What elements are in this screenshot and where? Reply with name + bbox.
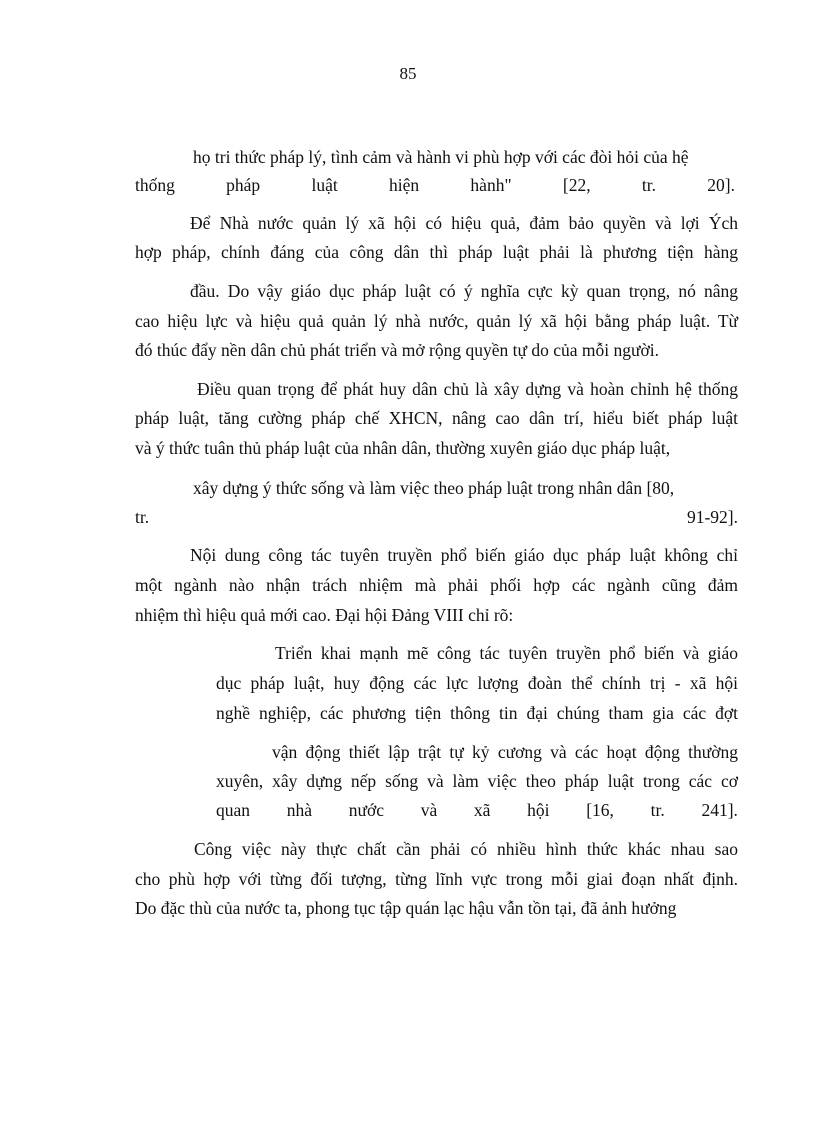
text-line: Điều quan trọng để phát huy dân chủ là xây dựng và hoàn chỉnh hệ thống bbox=[197, 379, 738, 399]
text-line: hợp pháp, chính đáng của công dân thì pháp luật phải là phương tiện hàng bbox=[135, 242, 738, 262]
text-line: Nội dung công tác tuyên truyền phổ biến giáo dục pháp luật không chỉ bbox=[190, 545, 738, 565]
text-line: họ tri thức pháp lý, tình cảm và hành vi phù hợp với các đòi hỏi của hệ bbox=[193, 147, 689, 167]
word: hội bbox=[527, 800, 550, 820]
spread-line bbox=[216, 798, 738, 822]
word: nhà bbox=[286, 800, 313, 820]
word: 241]. bbox=[701, 800, 738, 820]
word: quan bbox=[216, 800, 251, 820]
page-number: 85 bbox=[399, 64, 417, 83]
word: luật bbox=[311, 175, 338, 195]
word: và bbox=[420, 800, 438, 820]
text-line: pháp luật, tăng cường pháp chế XHCN, nâng cao dân trí, hiểu biết pháp luật bbox=[135, 408, 738, 428]
text-line: cho phù hợp với từng đối tượng, từng lĩnh vực trong mỗi giai đoạn nhất định. bbox=[135, 869, 738, 889]
quote-line: Triển khai mạnh mẽ công tác tuyên truyền phổ biến và giáo bbox=[275, 643, 738, 663]
word: thống bbox=[135, 175, 175, 195]
text-line: xây dựng ý thức sống và làm việc theo pháp luật trong nhân dân [80, bbox=[193, 478, 675, 498]
text-line: đầu. Do vậy giáo dục pháp luật có ý nghĩa cực kỳ quan trọng, nó nâng bbox=[190, 281, 738, 301]
quote-line: dục pháp luật, huy động các lực lượng đoàn thể chính trị - xã hội bbox=[216, 673, 738, 693]
text-line: và ý thức tuân thủ pháp luật của nhân dân, thường xuyên giáo dục pháp luật, bbox=[135, 438, 671, 458]
quote-line: xuyên, xây dựng nếp sống và làm việc theo pháp luật trong các cơ bbox=[216, 771, 738, 791]
text-line: Do đặc thù của nước ta, phong tục tập quán lạc hậu vẫn tồn tại, đã ảnh hưởng bbox=[135, 898, 677, 918]
word: tr. bbox=[135, 507, 150, 527]
spread-line bbox=[135, 173, 735, 197]
word: tr. bbox=[641, 175, 656, 195]
word: xã bbox=[473, 800, 491, 820]
word: nước bbox=[348, 800, 384, 820]
text-line: một ngành nào nhận trách nhiệm mà phải phối hợp các ngành cũng đảm bbox=[135, 575, 738, 595]
text-line: đó thúc đẩy nền dân chủ phát triển và mở rộng quyền tự do của mỗi người. bbox=[135, 340, 659, 360]
word: hành" bbox=[470, 175, 512, 195]
word: tr. bbox=[650, 800, 665, 820]
text-line: nhiệm thì hiệu quả mới cao. Đại hội Đảng VIII chỉ rõ: bbox=[135, 605, 514, 625]
spread-line bbox=[135, 505, 738, 529]
word: pháp bbox=[226, 175, 261, 195]
word: [22, bbox=[562, 175, 591, 195]
word: hiện bbox=[389, 175, 420, 195]
word: 91-92]. bbox=[686, 507, 738, 527]
word: [16, bbox=[586, 800, 614, 820]
text-line: cao hiệu lực và hiệu quả quản lý nhà nước, quản lý xã hội bằng pháp luật. Từ bbox=[135, 311, 738, 331]
text-line: Công việc này thực chất cần phải có nhiều hình thức khác nhau sao bbox=[194, 839, 738, 859]
quote-line: vận động thiết lập trật tự kỷ cương và các hoạt động thường bbox=[272, 742, 738, 762]
text-line: Để Nhà nước quản lý xã hội có hiệu quả, đảm bảo quyền và lợi Ých bbox=[190, 213, 738, 233]
word: 20]. bbox=[707, 175, 735, 195]
quote-line: nghề nghiệp, các phương tiện thông tin đại chúng tham gia các đợt bbox=[216, 703, 738, 723]
